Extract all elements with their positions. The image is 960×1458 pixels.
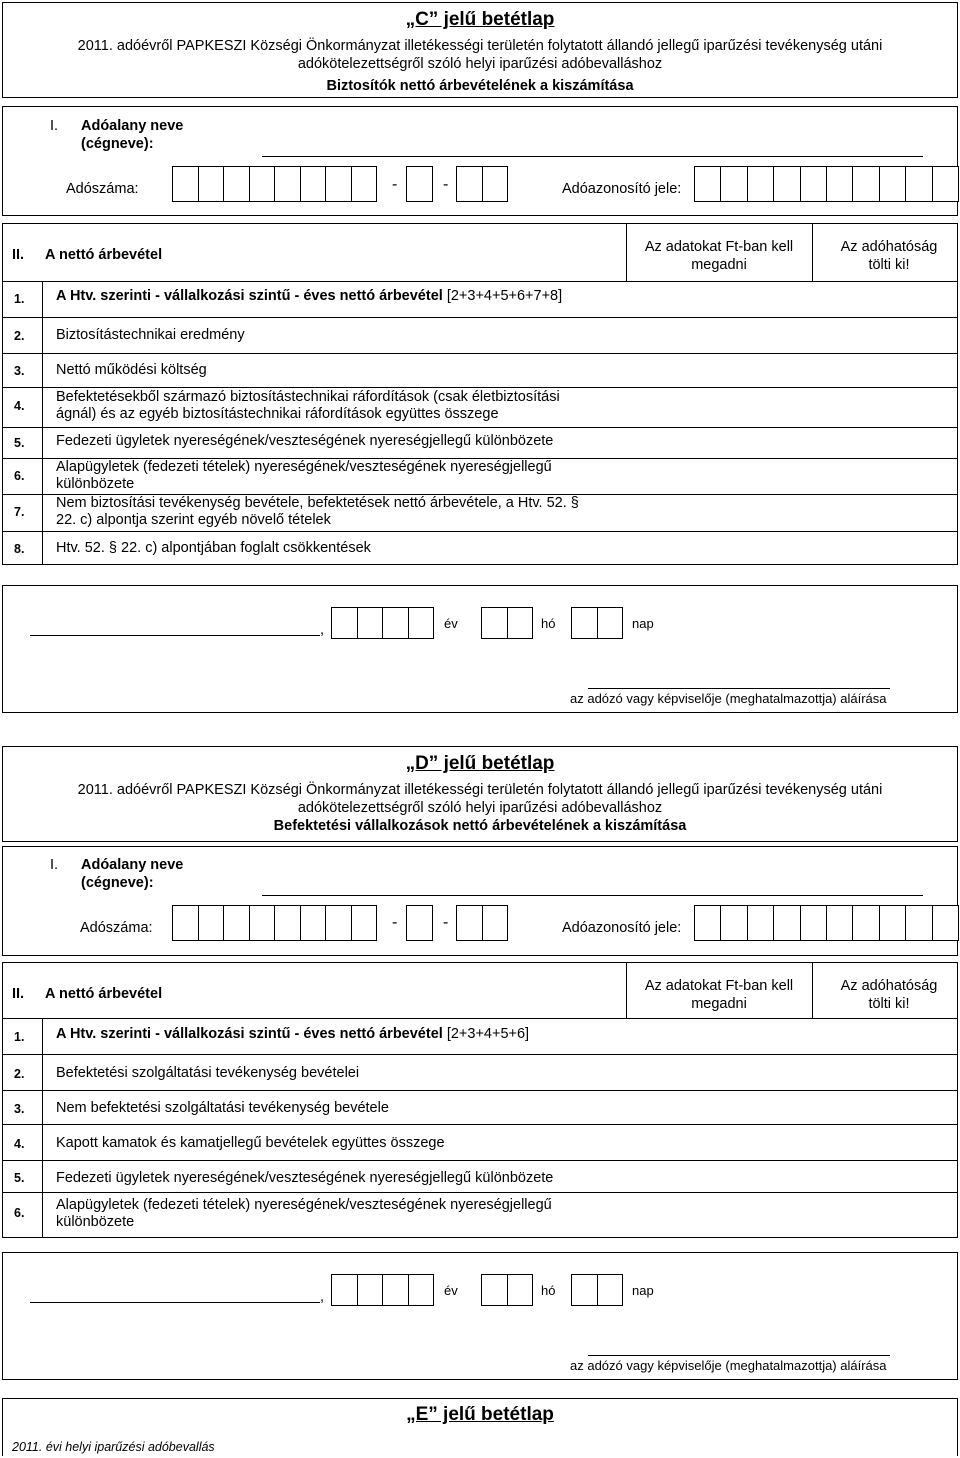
date-cell[interactable] [481, 607, 508, 639]
form-c-month-label: hó [541, 616, 556, 631]
form-d-section2-title: A nettó árbevétel [45, 986, 163, 1002]
form-c-section1-num: I. [50, 118, 59, 134]
row-label-line: különbözete [56, 476, 135, 492]
number-column-divider [42, 1018, 43, 1054]
tax-number-cell[interactable] [325, 905, 352, 941]
date-cell[interactable] [382, 1274, 409, 1306]
row-label-main: A Htv. szerinti - vállalkozási szintű - éves nettó árbevétel [56, 288, 443, 304]
row-label-formula: [2+3+4+5+6] [442, 1026, 530, 1042]
tax-id-cell[interactable] [826, 905, 853, 941]
form-d-tax-id-label: Adóazonosító jele: [562, 920, 682, 936]
footer-text: 2011. évi helyi iparűzési adóbevallás [12, 1440, 215, 1454]
row-divider [2, 1054, 958, 1055]
number-column-divider [42, 353, 43, 387]
row-label-line: Alapügyletek (fedezeti tételek) nyereségének/veszteségének nyereségjellegű [56, 1197, 552, 1213]
number-column-divider [42, 387, 43, 427]
form-c-tax-number-label: Adószáma: [66, 181, 139, 197]
form-d-col-ft [626, 977, 812, 1013]
tax-id-cell[interactable] [720, 905, 747, 941]
tax-number-cell[interactable] [406, 166, 433, 202]
tax-id-cell[interactable] [747, 166, 774, 202]
row-label: Kapott kamatok és kamatjellegű bevételek együttes összege [56, 1135, 445, 1151]
tax-id-cell[interactable] [826, 166, 853, 202]
tax-id-cell[interactable] [694, 905, 721, 941]
tax-id-cell[interactable] [879, 166, 906, 202]
row-number: 1. [14, 292, 25, 306]
row-label [56, 288, 562, 305]
row-label [56, 1026, 529, 1043]
row-divider [2, 387, 958, 388]
date-cell[interactable] [382, 607, 409, 639]
form-d-year-label: év [444, 1283, 458, 1298]
tax-number-cell[interactable] [249, 905, 276, 941]
date-cell[interactable] [331, 1274, 358, 1306]
tax-number-cell[interactable] [172, 166, 199, 202]
form-d-col-divider1 [626, 962, 627, 1018]
form-d-col-divider2 [812, 962, 813, 1018]
form-c-col-divider1 [626, 223, 627, 281]
row-divider [2, 1192, 958, 1193]
form-d-name-label2: (cégneve): [81, 875, 154, 891]
row-label: Htv. 52. § 22. c) alpontjában foglalt csökkentések [56, 540, 371, 556]
date-cell[interactable] [331, 607, 358, 639]
tax-number-cell[interactable] [274, 166, 301, 202]
tax-id-cell[interactable] [747, 905, 774, 941]
row-label: Befektetési szolgáltatási tevékenység bevételei [56, 1065, 360, 1081]
date-cell[interactable] [597, 1274, 624, 1306]
row-label-line: Alapügyletek (fedezeti tételek) nyereségének/veszteségének nyereségjellegű [56, 459, 552, 475]
row-divider [2, 1090, 958, 1091]
form-e-title: „E” jelű betétlap [406, 1404, 554, 1425]
row-divider [2, 1018, 958, 1019]
form-d-place-line[interactable] [30, 1302, 320, 1303]
form-c-section2-title: A nettó árbevétel [45, 247, 163, 263]
form-d-col-auth-line2: tölti ki! [868, 996, 910, 1012]
row-label: Fedezeti ügyletek nyereségének/veszteségének nyereségjellegű különbözete [56, 433, 554, 449]
form-c-tax-id-label: Adóazonosító jele: [562, 181, 682, 197]
form-d-signature-label: az adózó vagy képviselője (meghatalmazottja) aláírása [570, 1358, 887, 1373]
date-cell[interactable] [408, 607, 435, 639]
form-d-col-auth [820, 977, 958, 1013]
form-c-line1: 2011. adóévről PAPKESZI Községi Önkormányzat illetékességi területén folytatott állandó jellegű iparűzési tevékenység utáni [77, 38, 883, 54]
form-d-col-ft-line1: Az adatokat Ft-ban kell [644, 978, 794, 994]
row-number: 4. [14, 399, 25, 413]
form-d-subtitle: Befektetési vállalkozások nettó árbevételének a kiszámítása [273, 818, 687, 834]
form-c-name-label: Adóalany neve [81, 118, 184, 134]
tax-id-cell[interactable] [879, 905, 906, 941]
tax-number-cell[interactable] [300, 905, 327, 941]
row-number: 6. [14, 1206, 25, 1220]
row-label: Fedezeti ügyletek nyereségének/veszteségének nyereségjellegű különbözete [56, 1170, 554, 1186]
tax-number-cell[interactable] [198, 166, 225, 202]
tax-number-cell[interactable] [351, 166, 378, 202]
form-c-day-label: nap [632, 616, 654, 631]
form-d-day-label: nap [632, 1283, 654, 1298]
row-label-line: Befektetésekből származó biztosítástechnikai ráfordítások (csak életbiztosítási [56, 389, 560, 405]
form-d-col-ft-line2: megadni [691, 996, 747, 1012]
tax-number-cell[interactable] [300, 166, 327, 202]
form-d-signature-line[interactable] [588, 1355, 890, 1356]
date-cell[interactable] [571, 1274, 598, 1306]
form-c-col-ft-line1: Az adatokat Ft-ban kell [644, 239, 794, 255]
tax-id-cell[interactable] [694, 166, 721, 202]
form-d-title: „D” jelű betétlap [405, 753, 555, 774]
row-number: 2. [14, 329, 25, 343]
row-divider [2, 427, 958, 428]
form-d-month-label: hó [541, 1283, 556, 1298]
form-c-dash1: - [392, 176, 398, 193]
row-label [56, 495, 579, 529]
row-number: 3. [14, 1102, 25, 1116]
tax-number-cell[interactable] [406, 905, 433, 941]
tax-number-cell[interactable] [274, 905, 301, 941]
form-d-col-auth-line1: Az adóhatóság [840, 978, 938, 994]
form-d-dash2: - [443, 914, 449, 931]
form-c-col-auth [820, 238, 958, 274]
row-label [56, 1197, 552, 1231]
row-divider [2, 317, 958, 318]
form-c-line2: adókötelezettségről szóló helyi iparűzési adóbevalláshoz [297, 56, 663, 72]
form-c-name-input-line[interactable] [262, 156, 923, 157]
date-cell[interactable] [481, 1274, 508, 1306]
number-column-divider [42, 281, 43, 317]
form-c-name-label2: (cégneve): [81, 136, 154, 152]
tax-id-cell[interactable] [852, 905, 879, 941]
row-number: 3. [14, 364, 25, 378]
date-cell[interactable] [507, 1274, 534, 1306]
tax-number-cell[interactable] [482, 166, 509, 202]
number-column-divider [42, 458, 43, 494]
date-cell[interactable] [507, 607, 534, 639]
row-label [56, 459, 552, 493]
tax-number-cell[interactable] [172, 905, 199, 941]
number-column-divider [42, 427, 43, 458]
date-cell[interactable] [357, 607, 384, 639]
tax-id-cell[interactable] [932, 166, 959, 202]
row-number: 1. [14, 1030, 25, 1044]
date-cell[interactable] [408, 1274, 435, 1306]
number-column-divider [42, 1124, 43, 1160]
form-c-title: „C” jelű betétlap [405, 9, 555, 30]
form-c-signature-line[interactable] [588, 688, 890, 689]
form-c-col-auth-line1: Az adóhatóság [840, 239, 938, 255]
form-d-tax-number-label: Adószáma: [80, 920, 153, 936]
row-divider [2, 1160, 958, 1161]
form-d-name-input-line[interactable] [262, 895, 923, 896]
number-column-divider [42, 494, 43, 531]
row-divider [2, 353, 958, 354]
row-label-formula: [2+3+4+5+6+7+8] [442, 288, 563, 304]
form-c-col-divider2 [812, 223, 813, 281]
row-number: 8. [14, 542, 25, 556]
form-d-section1-num: I. [50, 857, 59, 873]
date-cell[interactable] [357, 1274, 384, 1306]
form-c-col-ft-line2: megadni [691, 257, 747, 273]
tax-id-cell[interactable] [932, 905, 959, 941]
number-column-divider [42, 1090, 43, 1124]
form-c-col-auth-line2: tölti ki! [868, 257, 910, 273]
tax-id-cell[interactable] [905, 166, 932, 202]
tax-number-cell[interactable] [351, 905, 378, 941]
tax-number-cell[interactable] [223, 905, 250, 941]
row-label-main: A Htv. szerinti - vállalkozási szintű - éves nettó árbevétel [56, 1026, 443, 1042]
form-c-col-ft [626, 238, 812, 274]
date-cell[interactable] [571, 607, 598, 639]
row-divider [2, 281, 958, 282]
form-c-subtitle: Biztosítók nettó árbevételének a kiszámítása [326, 78, 634, 94]
row-divider [2, 1124, 958, 1125]
form-c-section2-num: II. [12, 247, 25, 263]
tax-id-cell[interactable] [720, 166, 747, 202]
number-column-divider [42, 1160, 43, 1192]
number-column-divider [42, 1192, 43, 1238]
tax-id-cell[interactable] [800, 166, 827, 202]
tax-number-cell[interactable] [325, 166, 352, 202]
row-label-line: különbözete [56, 1214, 135, 1230]
form-c-year-label: év [444, 616, 458, 631]
row-number: 5. [14, 1171, 25, 1185]
form-d-line2: adókötelezettségről szóló helyi iparűzési adóbevalláshoz [297, 800, 663, 816]
form-c-place-line[interactable] [30, 635, 320, 636]
row-number: 4. [14, 1137, 25, 1151]
row-label [56, 389, 560, 423]
tax-number-cell[interactable] [456, 905, 483, 941]
form-d-date-comma: , [320, 1289, 325, 1305]
tax-id-cell[interactable] [773, 166, 800, 202]
number-column-divider [42, 531, 43, 565]
row-number: 6. [14, 469, 25, 483]
date-cell[interactable] [597, 607, 624, 639]
row-label-line: 22. c) alpontja szerint egyéb növelő tételek [56, 512, 331, 528]
tax-id-cell[interactable] [773, 905, 800, 941]
tax-id-cell[interactable] [852, 166, 879, 202]
row-number: 2. [14, 1067, 25, 1081]
tax-id-cell[interactable] [800, 905, 827, 941]
tax-number-cell[interactable] [223, 166, 250, 202]
number-column-divider [42, 1054, 43, 1090]
form-c-signature-label: az adózó vagy képviselője (meghatalmazottja) aláírása [570, 691, 887, 706]
tax-number-cell[interactable] [456, 166, 483, 202]
form-d-name-label: Adóalany neve [81, 857, 184, 873]
row-label: Nettó működési költség [56, 362, 207, 378]
form-c-dash2: - [443, 176, 449, 193]
form-d-section2-num: II. [12, 986, 25, 1002]
tax-number-cell[interactable] [198, 905, 225, 941]
form-c-date-comma: , [320, 622, 325, 638]
form-d-dash1: - [392, 914, 398, 931]
form-d-line1: 2011. adóévről PAPKESZI Községi Önkormányzat illetékességi területén folytatott állandó jellegű iparűzési tevékenység utáni [77, 782, 883, 798]
row-label: Biztosítástechnikai eredmény [56, 327, 245, 343]
tax-id-cell[interactable] [905, 905, 932, 941]
row-number: 7. [14, 505, 25, 519]
number-column-divider [42, 317, 43, 353]
row-number: 5. [14, 436, 25, 450]
row-label-line: Nem biztosítási tevékenység bevétele, befektetések nettó árbevétele, a Htv. 52. § [56, 495, 579, 511]
tax-number-cell[interactable] [482, 905, 509, 941]
row-label: Nem befektetési szolgáltatási tevékenység bevétele [56, 1100, 389, 1116]
tax-number-cell[interactable] [249, 166, 276, 202]
row-divider [2, 531, 958, 532]
row-label-line: ágnál) és az egyéb biztosítástechnikai ráfordítások együttes összege [56, 406, 499, 422]
